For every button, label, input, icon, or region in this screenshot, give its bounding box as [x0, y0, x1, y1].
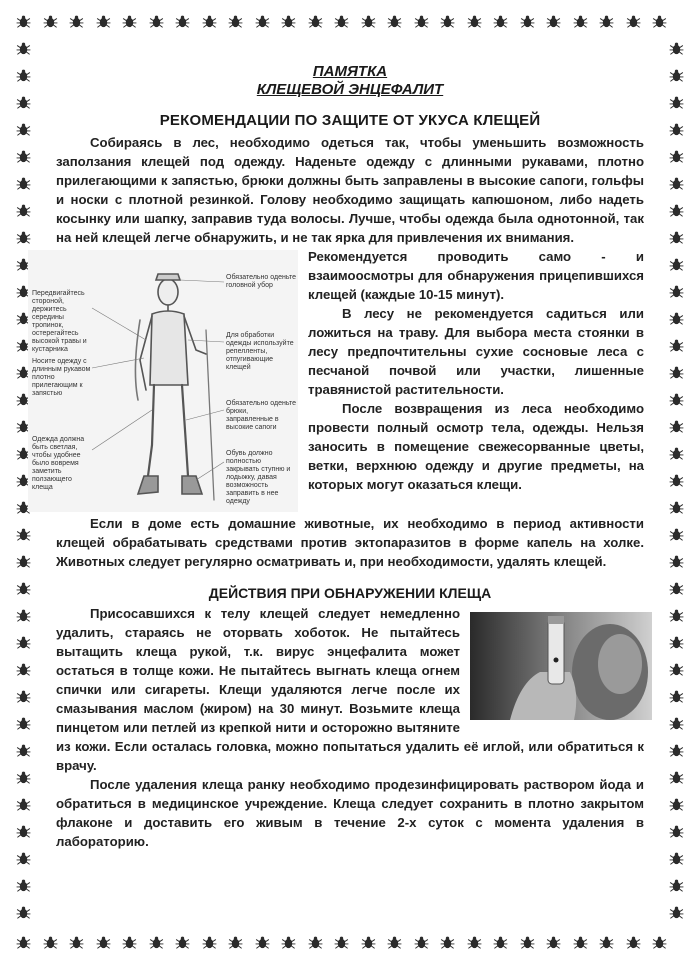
figure-label-path: Передвигайтесь стороной, держитесь середины тропинок, остерегайтесь высокой травы и кустарника: [32, 290, 87, 353]
tick-bug-icon: [281, 935, 296, 950]
tick-bug-icon: [669, 797, 684, 812]
tick-in-vial-photo: [470, 612, 652, 720]
tick-bug-icon: [175, 14, 190, 29]
section2-paragraph-removal: Присосавшихся к телу клещей следует немедленно удалить, стараясь не оторвать хоботок. Не пытайтесь вытащить клеща рукой, т.к. вирус энцефалита может остаться в толще кожи. Не пытайтесь выгнать клеща огнем спички или сигареты. Клещи удаляются легче после их смазывания маслом (жиром) на 30 минут. Возьмите клеща пинцетом или петлей из крепкой нити и осторожно вытяните из кожи. Если осталась головка, можно попытаться удалить её иглой, или обратиться к врачу.: [56, 606, 644, 773]
tick-bug-icon: [122, 935, 137, 950]
tick-bug-icon: [669, 446, 684, 461]
tick-bug-icon: [122, 14, 137, 29]
tick-bug-icon: [599, 14, 614, 29]
section1-paragraph-return: После возвращения из леса необходимо провести полный осмотр тела, одежды. Нельзя заносить в помещение свежесорванные цветы, ветки, верхнюю одежду и другие предметы, на которых могут оказаться клещи.: [308, 401, 644, 492]
tick-bug-icon: [43, 935, 58, 950]
tick-bug-icon: [669, 68, 684, 83]
tick-bug-icon: [652, 935, 667, 950]
tick-bug-icon: [626, 14, 641, 29]
tick-bug-icon: [16, 95, 31, 110]
figure-label-light-clothes: Одежда должна быть светлая, чтобы удобнее было вовремя заметить ползающего клеща: [32, 436, 85, 491]
tick-bug-icon: [669, 473, 684, 488]
tick-bug-icon: [361, 935, 376, 950]
section2-heading: ДЕЙСТВИЯ ПРИ ОБНАРУЖЕНИИ КЛЕЩА: [208, 585, 492, 601]
tick-bug-icon: [387, 935, 402, 950]
page-title-line1: ПАМЯТКА: [312, 63, 388, 80]
tick-bug-icon: [669, 257, 684, 272]
tick-bug-icon: [669, 230, 684, 245]
section2-paragraph-after-removal: После удаления клеща ранку необходимо продезинфицировать раствором йода и обратиться в медицинское учреждение. Клеща следует сохранить в плотно закрытом флаконе и доставить его живым в течение 2-х суток с момента удаления в лабораторию.: [56, 777, 644, 849]
tick-bug-icon: [440, 935, 455, 950]
tick-bug-icon: [16, 662, 31, 677]
tick-bug-icon: [16, 149, 31, 164]
tick-bug-icon: [599, 935, 614, 950]
tick-bug-icon: [16, 905, 31, 920]
tick-bug-icon: [520, 14, 535, 29]
tick-bug-icon: [669, 311, 684, 326]
tick-bug-icon: [440, 14, 455, 29]
tick-bug-icon: [669, 716, 684, 731]
tick-bug-icon: [16, 203, 31, 218]
tick-bug-icon: [652, 14, 667, 29]
tick-bug-icon: [387, 14, 402, 29]
leaflet-content: [32, 55, 644, 851]
tick-bug-icon: [546, 14, 561, 29]
tick-bug-icon: [16, 878, 31, 893]
tick-bug-icon: [202, 935, 217, 950]
figure-label-trousers: Обязательно оденьте брюки, заправленные в высокие сапоги: [226, 400, 296, 431]
tick-bug-icon: [16, 176, 31, 191]
tick-bug-icon: [69, 935, 84, 950]
tick-bug-icon: [414, 14, 429, 29]
figure-label-hat: Обязательно оденьте головной убор: [226, 274, 296, 289]
tick-bug-icon: [96, 935, 111, 950]
tick-bug-icon: [175, 935, 190, 950]
tick-bug-icon: [16, 770, 31, 785]
tick-bug-icon: [669, 878, 684, 893]
tick-bug-icon: [669, 41, 684, 56]
tick-bug-icon: [573, 14, 588, 29]
tick-bug-icon: [16, 608, 31, 623]
tick-bug-icon: [149, 14, 164, 29]
figure-label-repellent: Для обработки одежды используйте репелленты, отпугивающие клещей: [226, 332, 294, 371]
tick-bug-icon: [493, 935, 508, 950]
tick-bug-icon: [669, 284, 684, 299]
tick-bug-icon: [669, 122, 684, 137]
tick-bug-icon: [16, 635, 31, 650]
figure-label-sleeves: Носите одежду с длинным рукавом плотно прилегающим к запястью: [32, 358, 91, 397]
tick-bug-icon: [334, 935, 349, 950]
tick-bug-icon: [202, 14, 217, 29]
tick-bug-icon: [16, 122, 31, 137]
section1-paragraph-clothing-pre: [56, 133, 644, 247]
tick-bug-icon: [546, 935, 561, 950]
tick-bug-icon: [669, 905, 684, 920]
tick-bug-icon: [281, 14, 296, 29]
tick-bug-icon: [669, 851, 684, 866]
tick-bug-icon: [255, 14, 270, 29]
tick-bug-icon: [16, 68, 31, 83]
tick-bug-icon: [669, 608, 684, 623]
tick-bug-icon: [669, 365, 684, 380]
section1-body: [56, 133, 644, 247]
tick-bug-icon: [669, 149, 684, 164]
tick-bug-icon: [308, 14, 323, 29]
tick-bug-icon: [16, 743, 31, 758]
tick-bug-icon: [16, 14, 31, 29]
tick-bug-icon: [228, 14, 243, 29]
tick-bug-icon: [626, 935, 641, 950]
tick-bug-icon: [573, 935, 588, 950]
tick-bug-icon: [669, 689, 684, 704]
tick-bug-icon: [16, 797, 31, 812]
tick-bug-icon: [228, 935, 243, 950]
tick-bug-icon: [669, 743, 684, 758]
tick-bug-icon: [334, 14, 349, 29]
tick-bug-icon: [467, 935, 482, 950]
tick-bug-icon: [520, 935, 535, 950]
tick-bug-icon: [16, 824, 31, 839]
tick-bug-icon: [669, 554, 684, 569]
tick-bug-icon: [16, 935, 31, 950]
tick-bug-icon: [16, 527, 31, 542]
tick-bug-icon: [308, 935, 323, 950]
section2-body: [56, 604, 644, 851]
tick-bug-icon: [16, 716, 31, 731]
tick-bug-icon: [69, 14, 84, 29]
tick-bug-icon: [669, 203, 684, 218]
tick-bug-icon: [43, 14, 58, 29]
tick-bug-icon: [669, 392, 684, 407]
figure-label-boots: Обувь должно полностью закрывать ступню и лодыжку, давая возможность заправить в нее одежду: [226, 450, 291, 505]
tick-bug-icon: [414, 935, 429, 950]
section1-paragraph-inspection: Рекомендуется проводить само - и взаимоосмотры для обнаружения прицепившихся клещей (каждые 10-15 минут).: [308, 249, 644, 302]
tick-bug-icon: [16, 230, 31, 245]
tick-bug-icon: [16, 851, 31, 866]
tick-bug-icon: [669, 581, 684, 596]
section1-paragraph-grass: В лесу не рекомендуется садиться или ложиться на траву. Для выбора места стоянки в лесу предпочтительны сухие сосновые леса с песчаной почвой или участки, лишенные травянистой растительности.: [308, 306, 644, 397]
tick-bug-icon: [669, 662, 684, 677]
section1-paragraph-clothing: Собираясь в лес, необходимо одеться так, чтобы уменьшить возможность заползания клещей под одежду. Наденьте одежду с длинными рукавами, плотно прилегающими к запястью, брюки должны быть заправлены в высокие сапоги, гольфы и носки с плотной резинкой. Голову необходимо защищать капюшоном, либо надеть косынку или шапку, заправив туда волосы. Лучше, чтобы одежда была однотонной, так на ней клещей легче обнаружить, и не так ярка для привлечения их внимания.: [56, 135, 644, 245]
tick-bug-icon: [361, 14, 376, 29]
tick-bug-icon: [669, 338, 684, 353]
tick-bug-icon: [669, 770, 684, 785]
tick-bug-icon: [669, 95, 684, 110]
tick-bug-icon: [669, 824, 684, 839]
section1-paragraph-pets: Если в доме есть домашние животные, их необходимо в период активности клещей обрабатывать средствами против эктопаразитов в форме капель на холке. Животных следует регулярно осматривать и, при необходимости, удалять клещей.: [56, 516, 644, 569]
tick-bug-icon: [96, 14, 111, 29]
hiker-illustration: [28, 250, 298, 512]
tick-bug-icon: [669, 176, 684, 191]
section1-heading: РЕКОМЕНДАЦИИ ПО ЗАЩИТЕ ОТ УКУСА КЛЕЩЕЙ: [159, 112, 541, 129]
section1-figure-block: [32, 247, 644, 505]
tick-bug-icon: [669, 419, 684, 434]
tick-bug-icon: [669, 635, 684, 650]
tick-bug-icon: [16, 41, 31, 56]
tick-bug-icon: [467, 14, 482, 29]
tick-bug-icon: [669, 527, 684, 542]
tick-bug-icon: [16, 554, 31, 569]
tick-bug-icon: [493, 14, 508, 29]
tick-bug-icon: [669, 500, 684, 515]
tick-bug-icon: [149, 935, 164, 950]
tick-bug-icon: [16, 581, 31, 596]
page-title-line2: КЛЕЩЕВОЙ ЭНЦЕФАЛИТ: [256, 81, 444, 98]
tick-bug-icon: [255, 935, 270, 950]
tick-bug-icon: [16, 689, 31, 704]
